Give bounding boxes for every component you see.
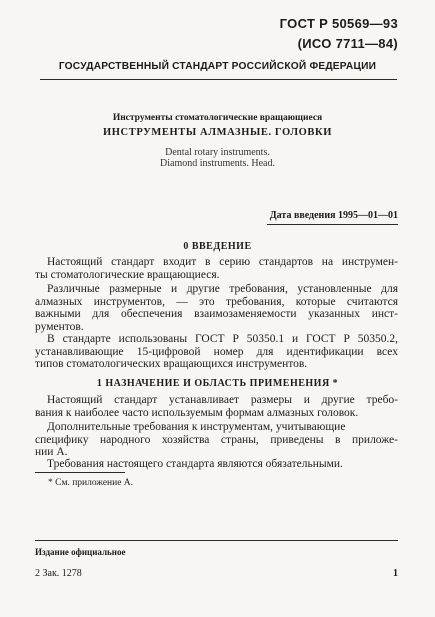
text-line: рументов. [35, 320, 84, 333]
iso-number: (ИСО 7711—84) [297, 36, 398, 51]
section-0-paragraph-1 [35, 256, 398, 281]
footer-divider [35, 540, 398, 541]
text-line: Дополнительные требования к инструментам, учитывающие [47, 421, 346, 433]
date-divider [267, 224, 398, 225]
document-title: ИНСТРУМЕНТЫ АЛМАЗНЫЕ. ГОЛОВКИ [103, 127, 332, 138]
edition-label: Издание официальное [35, 547, 126, 557]
footnote-divider [35, 472, 125, 473]
section-0-heading: 0 ВВЕДЕНИЕ [183, 241, 252, 252]
english-title-line-2: Diamond instruments. Head. [160, 158, 275, 169]
footnote: * См. приложение А. [48, 478, 134, 488]
section-0-paragraph-3 [35, 333, 398, 371]
text-line: Различные размерные и другие требования, установленные для [47, 283, 398, 295]
page-number: 1 [393, 568, 398, 579]
text-line: Требования настоящего стандарта являются обязательными. [47, 458, 343, 470]
section-1-paragraph-3 [35, 458, 398, 471]
text-line: вания к наиболее часто используемым формам алмазных головок. [35, 406, 359, 419]
introduction-date: Дата введения 1995—01—01 [269, 210, 398, 221]
text-line: важными для обеспечения взаимозаменяемости указанных инст- [35, 308, 398, 321]
text-line: ты стоматологические вращающиеся. [35, 268, 220, 281]
header-divider [40, 79, 397, 80]
text-line: Настоящий стандарт входит в серию стандартов на инструмен- [47, 256, 398, 268]
text-line: В стандарте использованы ГОСТ Р 50350.1 и ГОСТ Р 50350.2, [47, 333, 398, 345]
text-line: устанавливающие 15-цифровой номер для идентификации всех [35, 345, 398, 358]
state-standard-heading: ГОСУДАРСТВЕННЫЙ СТАНДАРТ РОССИЙСКОЙ ФЕДЕРАЦИИ [58, 61, 377, 72]
gost-number: ГОСТ Р 50569—93 [279, 16, 398, 31]
text-line: типов стоматологических вращающихся инструментов. [35, 358, 308, 371]
text-line: специфику народного хозяйства страны, приведены в приложе- [35, 433, 398, 446]
section-0-paragraph-2 [35, 283, 398, 333]
document-subtitle: Инструменты стоматологические вращающиеся [112, 113, 323, 123]
english-title-line-1: Dental rotary instruments. [165, 147, 270, 158]
text-line: нии А. [35, 446, 68, 459]
section-1-paragraph-1 [35, 394, 398, 419]
print-order-number: 2 Зак. 1278 [35, 568, 82, 579]
section-1-paragraph-2 [35, 421, 398, 459]
section-1-heading: 1 НАЗНАЧЕНИЕ И ОБЛАСТЬ ПРИМЕНЕНИЯ * [96, 378, 339, 389]
text-line: Настоящий стандарт устанавливает размеры и другие требо- [47, 394, 398, 406]
text-line: алмазных инструментов, — это требования, которые считаются [35, 295, 398, 308]
